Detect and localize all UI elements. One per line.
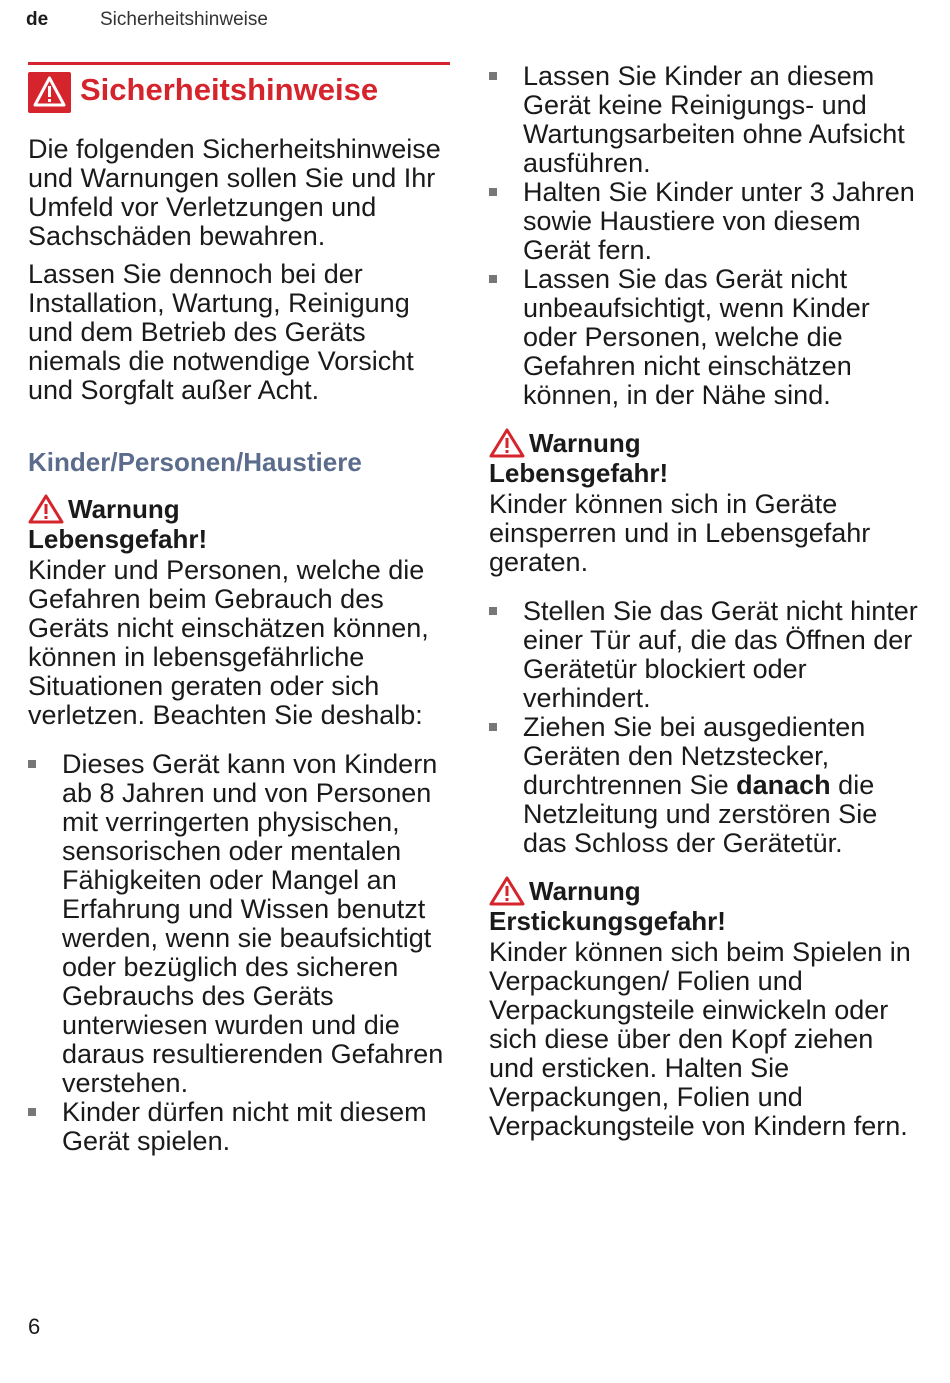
warning-triangle-icon [489, 428, 525, 458]
warning-text-3: Kinder können sich beim Spielen in Verpackungen/ Folien und Verpackungsteile einwickeln oder sich diese über den Kopf ziehen und ersticken. Halten Sie Verpackungen, Folien und Verpackungsteile von Kindern fern. [489, 937, 911, 1141]
warning-text-1: Kinder und Personen, welche die Gefahren beim Gebrauch des Geräts nicht einschätzen können, können in lebensgefährliche Situationen geraten oder sich verletzen. Beachten Sie deshalb: [28, 555, 429, 730]
warning-box-icon [28, 72, 71, 113]
bullet-icon [489, 72, 497, 80]
bullet-icon [28, 1108, 36, 1116]
bullet-icon [28, 760, 36, 768]
warning-subtitle-1: Lebensgefahr! [28, 524, 208, 554]
intro-paragraph-2: Lassen Sie dennoch bei der Installation, Wartung, Reinigung und dem Betrieb des Geräts niemals die notwendige Vorsicht und Sorgfalt außer Acht. [28, 259, 414, 405]
main-heading [28, 62, 450, 121]
page-title: Sicherheitshinweise [80, 72, 379, 107]
warning-label: Warnung [529, 876, 641, 906]
bullet-icon [489, 723, 497, 731]
header-language: de [26, 9, 49, 30]
warning-subtitle-2: Lebensgefahr! [489, 458, 669, 488]
right-bullet-list-1 [489, 62, 919, 410]
list-item: Stellen Sie das Gerät nicht hinter einer Tür auf, die das Öffnen der Gerätetür blockiert oder verhindert. [489, 597, 919, 713]
bullet-icon [489, 188, 497, 196]
bullet-icon [489, 275, 497, 283]
warning-title-1 [28, 494, 450, 524]
warning-title-2 [489, 428, 919, 458]
section-subheading: Kinder/Personen/Haustiere [28, 447, 362, 477]
bullet-icon [489, 607, 497, 615]
list-item: Kinder dürfen nicht mit diesem Gerät spielen. [28, 1098, 450, 1156]
intro-paragraph-1: Die folgenden Sicherheitshinweise und Warnungen sollen Sie und Ihr Umfeld vor Verletzungen und Sachschäden bewahren. [28, 134, 441, 251]
emphasis-text: danach [736, 770, 831, 800]
warning-label: Warnung [68, 494, 180, 524]
right-bullet-list-2 [489, 597, 919, 858]
page-number: 6 [28, 1314, 41, 1339]
list-item: Dieses Gerät kann von Kindern ab 8 Jahren und von Personen mit verringerten physischen, sensorischen oder mentalen Fähigkeiten oder Mangel an Erfahrung und Wissen benutzt werden, wenn sie beaufsichtigt oder bezüglich des sicheren Gebrauchs des Geräts unterwiesen wurden und die daraus resultierenden Gefahren verstehen. [28, 750, 450, 1098]
list-item: Halten Sie Kinder unter 3 Jahren sowie Haustiere von diesem Gerät fern. [489, 178, 919, 265]
warning-text-2: Kinder können sich in Geräte einsperren und in Lebensgefahr geraten. [489, 489, 871, 577]
list-item: Lassen Sie das Gerät nicht unbeaufsichtigt, wenn Kinder oder Personen, welche die Gefahren nicht einschätzen können, in der Nähe sind. [489, 265, 919, 410]
header-section-title: Sicherheitshinweise [100, 9, 268, 30]
warning-triangle-icon [489, 876, 525, 906]
list-item: Lassen Sie Kinder an diesem Gerät keine Reinigungs- und Wartungsarbeiten ohne Aufsicht ausführen. [489, 62, 919, 178]
list-item: Ziehen Sie bei ausgedienten Geräten den Netzstecker, durchtrennen Sie danach die Netzleitung und zerstören Sie das Schloss der Gerätetür. [489, 713, 919, 858]
right-column [489, 62, 919, 1141]
warning-subtitle-3: Erstickungsgefahr! [489, 906, 726, 936]
warning-triangle-icon [28, 494, 64, 524]
warning-title-3 [489, 876, 919, 906]
warning-label: Warnung [529, 428, 641, 458]
left-bullet-list [28, 750, 450, 1156]
left-column [28, 62, 450, 1156]
